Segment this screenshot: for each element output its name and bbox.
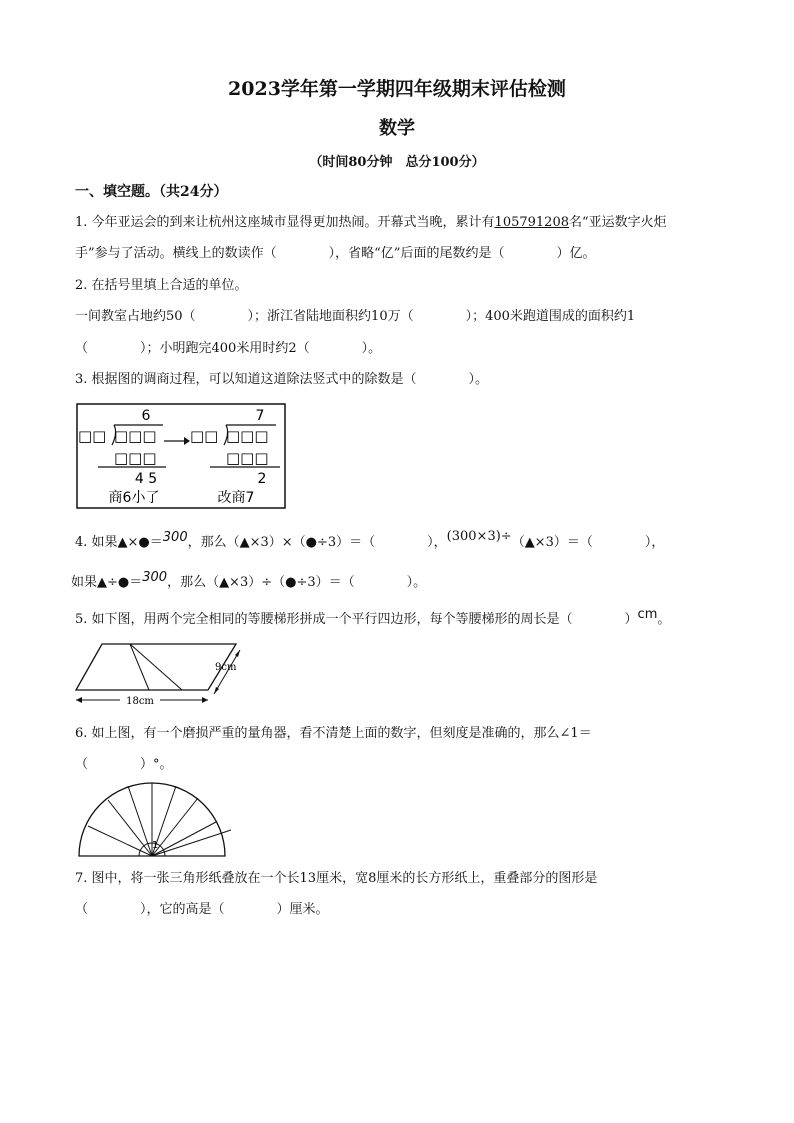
q3-divisor-left: □□ (78, 427, 107, 445)
q4-text-b2: ，那么（▲×3）÷（●÷3）＝（ ）。 (167, 575, 427, 590)
q4-line2 (71, 570, 427, 592)
exam-info: （时间80分钟 总分100分） (309, 155, 485, 170)
q1-text-a: 1. 今年亚运会的到来让杭州这座城市显得更加热闹。开幕式当晚，累计有 (75, 215, 495, 230)
q4-text-a4: （▲×3）＝（ ）， (511, 535, 665, 550)
q2-line2: 一间教室占地约50（ ）；浙江省陆地面积约10万（ ）；400米跑道围成的面积约1 (75, 309, 636, 324)
q6-angle-label: 1 (152, 840, 159, 851)
q5-line1 (75, 607, 671, 629)
q3-remainder-right: 2 (257, 471, 267, 487)
q3-quotient-right: 7 (255, 408, 265, 424)
q2-line3: （ ）；小明跑完400米用时约2（ ）。 (75, 341, 382, 356)
q3-line1: 3. 根据图的调商过程，可以知道这道除法竖式中的除数是（ ）。 (75, 372, 489, 387)
q1-number: 105791208 (494, 215, 569, 230)
q3-dividend-right: □□□ (226, 427, 269, 445)
q4-text-a2: ，那么（▲×3）×（●÷3）＝（ ）， (187, 535, 447, 550)
exam-title: 2023学年第一学期四年级期末评估检测 (228, 78, 566, 100)
q4-text-b1: 如果▲÷●＝ (71, 575, 143, 590)
q4-line1 (75, 529, 665, 552)
q3-caption-left: 商6小了 (108, 490, 160, 506)
q3-dividend-left: □□□ (114, 427, 157, 445)
q6-protractor-figure (76, 780, 236, 860)
q7-line2: （ ），它的高是（ ）厘米。 (75, 902, 329, 917)
q3-divisor-right: □□ (190, 427, 219, 445)
q3-product-right: □□□ (226, 449, 269, 467)
q1-line2: 手”参与了活动。横线上的数读作（ ），省略“亿”后面的尾数约是（ ）亿。 (75, 246, 596, 261)
q1-line1 (75, 214, 667, 232)
subject-title: 数学 (379, 118, 415, 139)
q5-text: 5. 如下图，用两个完全相同的等腰梯形拼成一个平行四边形，每个等腰梯形的周长是（ ） (75, 612, 638, 627)
q7-line1: 7. 图中，将一张三角形纸叠放在一个长13厘米，宽8厘米的长方形纸上，重叠部分的图形是 (75, 871, 598, 886)
q5-base-label: 18cm (126, 696, 154, 707)
q4-text-a3: (300×3)÷ (446, 529, 512, 544)
q6-line1: 6. 如上图，有一个磨损严重的量角器，看不清楚上面的数字，但刻度是准确的，那么∠1＝ (75, 726, 592, 741)
q5-unit: cm (637, 607, 658, 622)
q4-text-a1: 4. 如果▲×●＝ (75, 535, 163, 550)
q3-quotient-left: 6 (141, 408, 151, 424)
q4-value2: 300 (142, 570, 168, 585)
q3-division-figure (76, 403, 288, 511)
q1-text-b: 名“亚运数字火炬 (569, 215, 667, 230)
q5-end: 。 (657, 612, 671, 627)
q3-product-left: □□□ (114, 449, 157, 467)
q5-parallelogram-figure (74, 640, 244, 712)
q6-line2: （ ）°。 (75, 757, 173, 772)
q4-value1: 300 (162, 530, 188, 545)
q3-remainder-left: 4 5 (134, 471, 158, 487)
q3-caption-right: 改商7 (217, 490, 255, 506)
q5-side-label: 9cm (215, 662, 237, 673)
q2-line1: 2. 在括号里填上合适的单位。 (75, 278, 248, 293)
section-heading: 一、填空题。（共24分） (75, 184, 228, 200)
